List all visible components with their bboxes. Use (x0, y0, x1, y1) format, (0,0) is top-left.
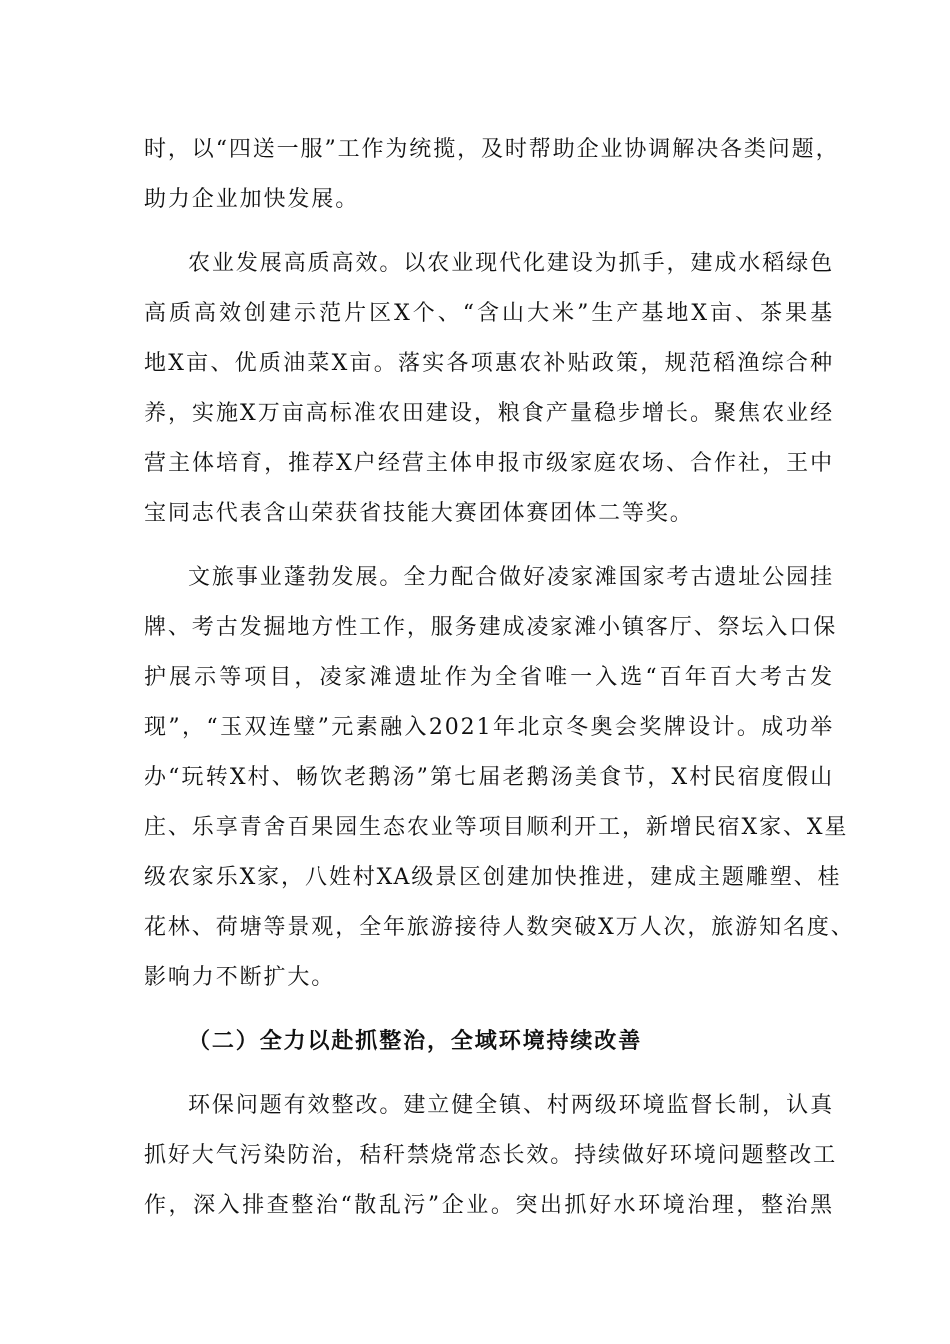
body-text-line: 高质高效创建示范片区X个、“含山大米”生产基地X亩、茶果基 (144, 301, 834, 326)
body-text-line: 营主体培育，推荐X户经营主体申报市级家庭农场、合作社，王中 (144, 451, 834, 476)
paragraph-first-line: 文旅事业蓬勃发展。全力配合做好凌家滩国家考古遗址公园挂 (188, 565, 834, 590)
body-text-line: 时，以“四送一服”工作为统揽，及时帮助企业协调解决各类问题， (144, 137, 840, 162)
body-text-line: 级农家乐X家，八姓村XA级景区创建加快推进，建成主题雕塑、桂 (144, 865, 842, 890)
paragraph-first-line: 环保问题有效整改。建立健全镇、村两级环境监督长制，认真 (188, 1093, 834, 1118)
body-text-line: 作，深入排查整治“散乱污”企业。突出抓好水环境治理，整治黑 (144, 1193, 834, 1218)
body-text-line: 花林、荷塘等景观，全年旅游接待人数突破X万人次，旅游知名度、 (144, 915, 855, 940)
body-text-line: 抓好大气污染防治，秸秆禁烧常态长效。持续做好环境问题整改工 (144, 1143, 838, 1168)
body-text-line: 助力企业加快发展。 (144, 187, 360, 212)
body-text-line: 宝同志代表含山荣获省技能大赛团体赛团体二等奖。 (144, 501, 694, 526)
body-text-line: 庄、乐享青舍百果园生态农业等项目顺利开工，新增民宿X家、X星 (144, 815, 849, 840)
body-text-line: 现”，“玉双连璧”元素融入2021年北京冬奥会奖牌设计。成功举 (144, 715, 834, 740)
body-text-line: 影响力不断扩大。 (144, 965, 336, 990)
section-heading: （二）全力以赴抓整治，全域环境持续改善 (188, 1029, 643, 1054)
body-text-line: 办“玩转X村、畅饮老鹅汤”第七届老鹅汤美食节，X村民宿度假山 (144, 765, 834, 790)
paragraph-first-line: 农业发展高质高效。以农业现代化建设为抓手，建成水稻绿色 (188, 251, 834, 276)
body-text-line: 护展示等项目，凌家滩遗址作为全省唯一入选“百年百大考古发 (144, 665, 834, 690)
body-text-line: 养，实施X万亩高标准农田建设，粮食产量稳步增长。聚焦农业经 (144, 401, 834, 426)
body-text-line: 牌、考古发掘地方性工作，服务建成凌家滩小镇客厅、祭坛入口保 (144, 615, 838, 640)
body-text-line: 地X亩、优质油菜X亩。落实各项惠农补贴政策，规范稻渔综合种 (144, 351, 834, 376)
